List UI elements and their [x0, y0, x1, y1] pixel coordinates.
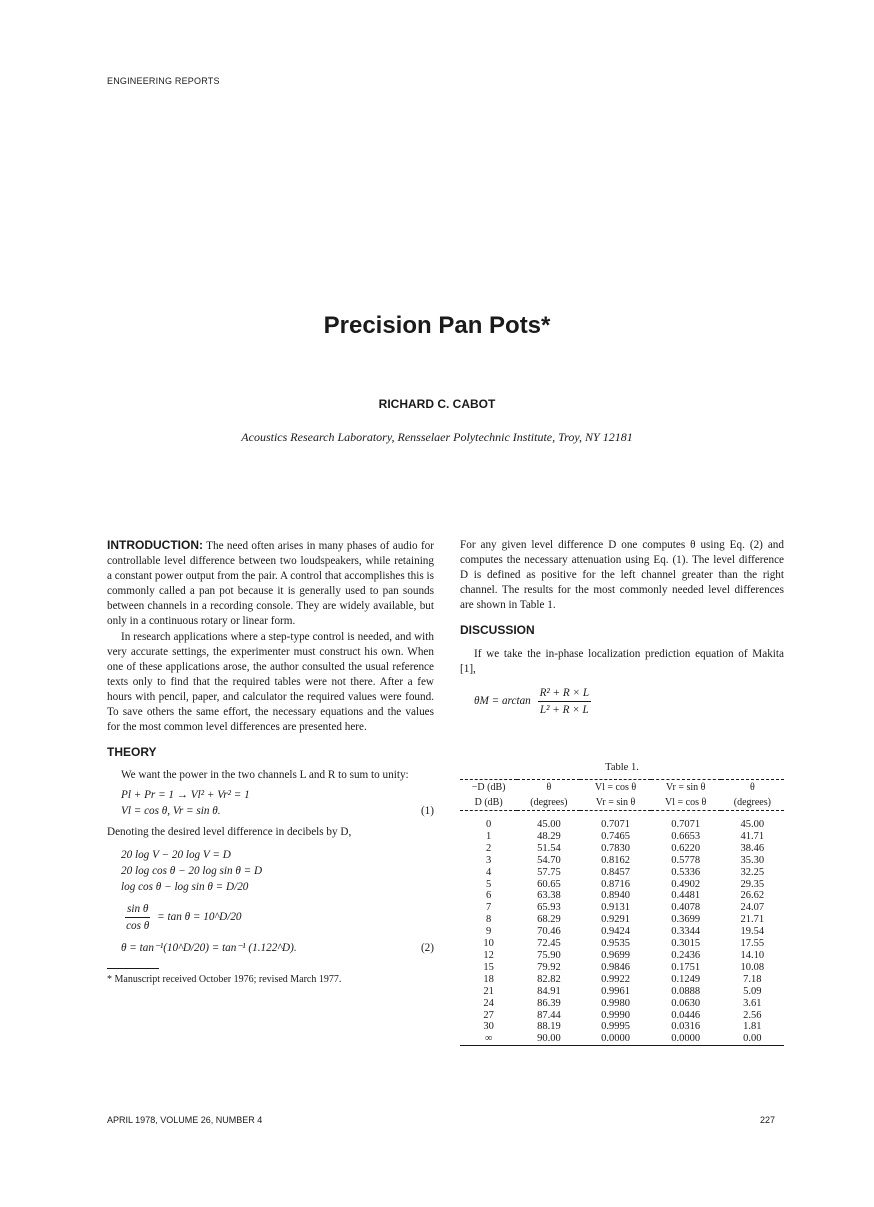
- cell-theta-complement: 24.07: [740, 902, 765, 914]
- cell-v-large: 0.9980: [601, 997, 630, 1009]
- table-header-row-1: [460, 780, 784, 796]
- theory-paragraph-2: Denoting the desired level difference in decibels by D,: [107, 826, 352, 839]
- cell-v-large: 0.7071: [601, 819, 630, 830]
- cell-theta-complement: 41.71: [740, 830, 765, 842]
- cell-theta: 86.39: [537, 997, 561, 1009]
- cell-v-small: 0.1751: [671, 961, 701, 973]
- footer-page-number: 227: [760, 1115, 776, 1125]
- equation-2d: [121, 901, 434, 934]
- cell-v-small: 0.3699: [671, 914, 701, 926]
- cell-v-small: 0.7071: [671, 819, 701, 830]
- table-row: [460, 986, 784, 998]
- cell-v-large: 0.0000: [601, 1033, 630, 1045]
- cell-v-small: 0.0446: [671, 1009, 701, 1021]
- cell-theta-complement: 35.30: [740, 854, 765, 866]
- fraction-denominator: cos θ: [126, 919, 150, 932]
- cell-d: 7: [486, 902, 492, 914]
- cell-d: 1: [486, 830, 492, 842]
- footnote: [107, 962, 434, 987]
- cell-v-large: 0.9535: [601, 938, 630, 950]
- intro-paragraph-1: [107, 538, 434, 630]
- cell-theta: 82.82: [537, 973, 561, 985]
- makita-lhs: θM = arctan: [474, 694, 531, 707]
- table-caption: Table 1.: [605, 762, 639, 773]
- cell-v-large: 0.8162: [601, 854, 630, 866]
- equation-2e-text: θ = tan⁻¹(10^D/20) = tan⁻¹ (1.122^D).: [121, 941, 297, 954]
- table-row: [460, 843, 784, 855]
- equation-2c: log cos θ − log sin θ = D/20: [121, 880, 249, 893]
- cell-v-large: 0.9291: [601, 914, 630, 926]
- cell-d: 30: [483, 1021, 494, 1033]
- table-row: [460, 1010, 784, 1022]
- cell-v-small: 0.3015: [671, 938, 701, 950]
- discussion-heading: DISCUSSION: [460, 623, 535, 638]
- cell-d: 8: [486, 914, 492, 926]
- discussion-paragraph-1: If we take the in-phase localization prediction equation of Makita [1],: [460, 647, 784, 675]
- equation-1b-text: Vl = cos θ, Vr = sin θ.: [121, 805, 221, 818]
- cell-v-large: 0.8940: [601, 890, 630, 902]
- sin-cos-fraction: [125, 901, 150, 934]
- footnote-text: * Manuscript received October 1976; revised March 1977.: [107, 973, 342, 985]
- cell-d: ∞: [484, 1033, 493, 1045]
- equation-1a: Pl + Pr = 1 → Vl² + Vr² = 1: [121, 789, 250, 802]
- equation-2-number: (2): [420, 941, 434, 954]
- cell-v-small: 0.5778: [671, 854, 701, 866]
- makita-denominator: L² + R × L: [539, 703, 589, 716]
- cell-theta-complement: 3.61: [743, 997, 762, 1009]
- cell-theta: 75.90: [537, 949, 561, 961]
- cell-theta: 87.44: [537, 1009, 561, 1021]
- right-column: [460, 538, 784, 718]
- author-affiliation: Acoustics Research Laboratory, Rensselaer Polytechnic Institute, Troy, NY 12181: [241, 430, 633, 444]
- col-header-neg-d: −D (dB): [471, 782, 506, 793]
- cell-theta-complement: 10.08: [740, 961, 765, 973]
- cell-d: 4: [486, 866, 492, 878]
- col-header-vl-cos-2: Vl = cos θ: [665, 797, 707, 808]
- cell-v-small: 0.0888: [671, 985, 701, 997]
- table-row: [460, 926, 784, 938]
- cell-d: 24: [483, 997, 494, 1009]
- theory-paragraph-1: We want the power in the two channels L and R to sum to unity:: [121, 769, 409, 782]
- col-header-degrees-2: (degrees): [733, 797, 771, 808]
- table-row: [460, 855, 784, 867]
- col-header-d: D (dB): [474, 797, 503, 808]
- equation-2e: [121, 940, 434, 956]
- cell-v-small: 0.4078: [671, 902, 701, 914]
- cell-theta: 57.75: [537, 866, 561, 878]
- cell-theta-complement: 14.10: [740, 949, 765, 961]
- cell-theta: 88.19: [537, 1021, 561, 1033]
- footnote-rule: [107, 968, 159, 969]
- cell-v-large: 0.9424: [601, 926, 630, 938]
- cell-v-small: 0.6653: [671, 830, 701, 842]
- col-header-vr-sin: Vr = sin θ: [665, 782, 706, 793]
- cell-v-small: 0.0316: [671, 1021, 701, 1033]
- makita-equation: [474, 685, 784, 718]
- intro-heading: INTRODUCTION:: [107, 538, 203, 552]
- cell-theta-complement: 19.54: [740, 926, 765, 938]
- equation-2d-rest: = tan θ = 10^D/20: [157, 910, 242, 923]
- table-row: [460, 914, 784, 926]
- cell-d: 2: [486, 842, 492, 854]
- cell-v-large: 0.9995: [601, 1021, 630, 1033]
- cell-v-small: 0.0630: [671, 997, 701, 1009]
- fraction-numerator: sin θ: [125, 901, 150, 918]
- running-header: ENGINEERING REPORTS: [107, 76, 220, 86]
- cell-v-small: 0.4481: [671, 890, 701, 902]
- col-header-vr-sin-2: Vr = sin θ: [595, 797, 636, 808]
- cell-v-large: 0.9846: [601, 961, 630, 973]
- table-row: [460, 974, 784, 986]
- cell-theta: 60.65: [537, 878, 561, 890]
- table-row: [460, 867, 784, 879]
- cell-theta: 90.00: [537, 1033, 561, 1045]
- table-grid: [460, 779, 784, 1046]
- cell-theta-complement: 32.25: [740, 866, 765, 878]
- right-paragraph-1: For any given level difference D one computes θ using Eq. (2) and computes the necessary attenuation using Eq. (1). The level difference D is defined as positive for the left channel greater than the right channel. The results for the most commonly needed level differences are shown in Table 1.: [460, 539, 784, 612]
- equation-2b: 20 log cos θ − 20 log sin θ = D: [121, 864, 263, 877]
- cell-theta-complement: 29.35: [740, 878, 765, 890]
- cell-theta: 84.91: [537, 985, 561, 997]
- cell-v-large: 0.8716: [601, 878, 630, 890]
- cell-d: 15: [483, 961, 494, 973]
- table-row: [460, 950, 784, 962]
- cell-d: 10: [483, 938, 494, 950]
- cell-theta: 72.45: [537, 938, 561, 950]
- cell-theta-complement: 2.56: [743, 1009, 762, 1021]
- cell-theta: 68.29: [537, 914, 561, 926]
- cell-theta-complement: 38.46: [740, 842, 765, 854]
- author-name: RICHARD C. CABOT: [378, 397, 496, 411]
- col-header-theta-2: θ: [749, 782, 755, 793]
- cell-theta-complement: 7.18: [743, 973, 762, 985]
- intro-text-1: The need often arises in many phases of audio for controllable level difference between two loudspeakers, while retaining a constant power output from the pair. A control that accomplishes this is commonly called a pan pot because it is generally used to pan sounds between channels in a recording console. They are widely available, but only in a continuous rotary or linear form.: [107, 540, 434, 628]
- makita-fraction: [538, 685, 592, 718]
- table-row: [460, 831, 784, 843]
- cell-theta-complement: 26.62: [740, 890, 765, 902]
- cell-v-small: 0.5336: [671, 866, 701, 878]
- col-header-vl-cos: Vl = cos θ: [594, 782, 637, 793]
- equation-1-number: (1): [420, 805, 434, 818]
- cell-d: 27: [483, 1009, 494, 1021]
- cell-theta: 48.29: [537, 830, 561, 842]
- col-header-theta-1: θ: [546, 782, 552, 793]
- cell-v-small: 0.6220: [671, 842, 701, 854]
- cell-theta: 63.38: [537, 890, 561, 902]
- table-row: [460, 819, 784, 831]
- table-row: [460, 998, 784, 1010]
- col-header-degrees-1: (degrees): [530, 797, 568, 808]
- cell-d: 3: [486, 854, 492, 866]
- cell-theta: 45.00: [537, 819, 561, 830]
- cell-theta: 54.70: [537, 854, 561, 866]
- cell-theta-complement: 21.71: [740, 914, 765, 926]
- cell-v-small: 0.1249: [671, 973, 701, 985]
- cell-theta: 79.92: [537, 961, 561, 973]
- intro-paragraph-2: In research applications where a step-type control is needed, and with very accurate settings, the experimenter must construct his own. When one of these applications arose, the author consulted the usual reference texts only to find that the required tables were not there. After a few hours with pencil, paper, and calculator the required values were found. To save others the same effort, the necessary equations and the values for the most common level differences are presented here.: [107, 630, 434, 734]
- left-column: [107, 538, 434, 987]
- cell-d: 18: [483, 973, 494, 985]
- cell-d: 6: [486, 890, 492, 902]
- cell-v-small: 0.0000: [671, 1033, 701, 1045]
- cell-v-small: 0.3344: [671, 926, 701, 938]
- cell-theta: 51.54: [537, 842, 561, 854]
- cell-d: 9: [486, 926, 492, 938]
- cell-theta-complement: 17.55: [740, 938, 765, 950]
- cell-v-large: 0.9922: [601, 973, 630, 985]
- cell-theta-complement: 1.81: [743, 1021, 762, 1033]
- cell-v-large: 0.8457: [601, 866, 630, 878]
- cell-d: 5: [486, 878, 492, 890]
- cell-theta-complement: 45.00: [740, 819, 765, 830]
- table-row: [460, 890, 784, 902]
- cell-v-large: 0.9699: [601, 949, 630, 961]
- makita-numerator: R² + R × L: [538, 685, 592, 702]
- cell-v-large: 0.9961: [601, 985, 630, 997]
- table-body: [460, 819, 784, 1046]
- article-title: Precision Pan Pots*: [323, 312, 551, 339]
- cell-v-large: 0.9990: [601, 1009, 630, 1021]
- table-row: [460, 1021, 784, 1033]
- table-row: [460, 1033, 784, 1045]
- cell-v-large: 0.9131: [601, 902, 630, 914]
- table-row: [460, 879, 784, 891]
- cell-v-small: 0.2436: [671, 949, 701, 961]
- table-row: [460, 938, 784, 950]
- cell-v-small: 0.4902: [671, 878, 701, 890]
- cell-theta-complement: 5.09: [743, 985, 762, 997]
- cell-v-large: 0.7830: [601, 842, 630, 854]
- cell-d: 0: [486, 819, 492, 830]
- cell-theta: 65.93: [537, 902, 561, 914]
- theory-heading: THEORY: [107, 745, 157, 760]
- equation-1b: [121, 803, 434, 819]
- cell-theta-complement: 0.00: [743, 1033, 762, 1045]
- table-1: [460, 762, 784, 1046]
- cell-d: 12: [483, 949, 494, 961]
- table-header-row-2: [460, 795, 784, 811]
- footer-issue: APRIL 1978, VOLUME 26, NUMBER 4: [107, 1115, 263, 1125]
- cell-d: 21: [483, 985, 494, 997]
- equation-2a: 20 log V − 20 log V = D: [121, 848, 231, 861]
- table-row: [460, 962, 784, 974]
- cell-v-large: 0.7465: [601, 830, 630, 842]
- cell-theta: 70.46: [537, 926, 561, 938]
- table-row: [460, 902, 784, 914]
